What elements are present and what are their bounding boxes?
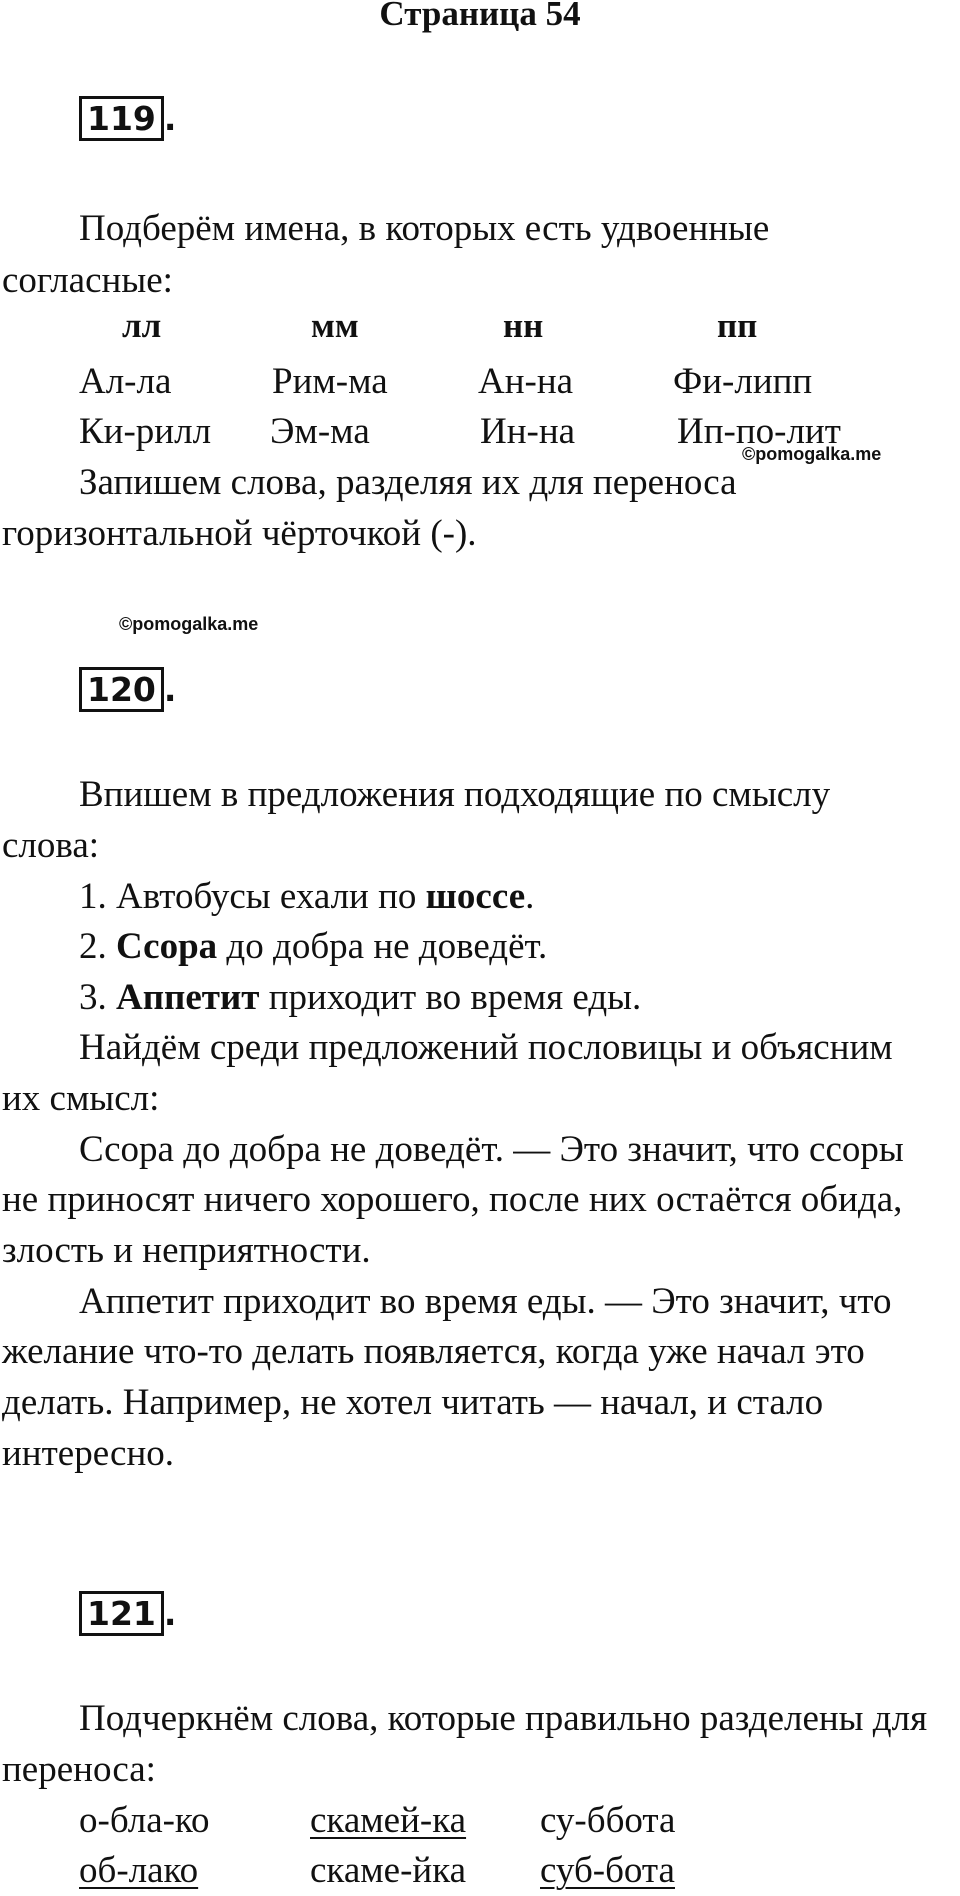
ex120-paragraph-line: интересно.	[2, 1433, 175, 1474]
exercise-number-119: 119 .	[79, 98, 176, 140]
ex119-name: Ан-на	[478, 361, 574, 402]
ex119-name: Фи-липп	[673, 361, 813, 402]
ex120-sentence-3: 3. Аппетит приходит во время еды.	[79, 977, 642, 1018]
ex120-paragraph-line: Ссора до добра не доведёт. — Это значит, что ссоры	[79, 1129, 904, 1170]
ex119-note-line2: горизонтальной чёрточкой (-).	[2, 513, 477, 554]
number-box: 121	[79, 1591, 164, 1636]
filled-word: Ссора	[116, 926, 218, 967]
ex119-header-mm: мм	[311, 306, 359, 345]
ex120-paragraph-line: Найдём среди предложений пословицы и объясним	[79, 1027, 893, 1068]
ex121-word-underlined: об-лако	[79, 1850, 199, 1891]
ex120-intro-line2: слова:	[2, 825, 100, 866]
ex119-intro-line1: Подберём имена, в которых есть удвоенные	[79, 208, 770, 249]
ex121-word: су-ббота	[540, 1800, 676, 1841]
ex120-paragraph-line: делать. Например, не хотел читать — начал, и стало	[2, 1382, 824, 1423]
ex120-paragraph-line: Аппетит приходит во время еды. — Это значит, что	[79, 1281, 892, 1322]
filled-word: шоссе	[425, 876, 526, 917]
ex121-word-underlined: суб-бота	[540, 1850, 675, 1891]
ex121-intro-line2: переноса:	[2, 1749, 156, 1790]
ex119-header-pp: пп	[717, 306, 758, 345]
ex120-paragraph-line: их смысл:	[2, 1078, 160, 1119]
ex119-note-line1: Запишем слова, разделяя их для переноса	[79, 462, 737, 503]
ex121-word: скаме-йка	[310, 1850, 467, 1891]
ex121-intro-line1: Подчеркнём слова, которые правильно разделены для	[79, 1698, 928, 1739]
number-box: 120	[79, 667, 164, 712]
ex120-paragraph-line: желание что-то делать появляется, когда уже начал это	[2, 1331, 865, 1372]
exercise-number-121: 121 .	[79, 1593, 176, 1635]
watermark: ©pomogalka.me	[742, 444, 882, 464]
ex121-word-underlined: скамей-ка	[310, 1800, 467, 1841]
ex119-header-ll: лл	[122, 306, 162, 345]
ex120-paragraph-line: не приносят ничего хорошего, после них остаётся обида,	[2, 1179, 903, 1220]
number-box: 119	[79, 96, 164, 141]
page-title: Страница 54	[379, 0, 581, 33]
ex119-intro-line2: согласные:	[2, 260, 173, 301]
ex119-name: Ал-ла	[79, 361, 172, 402]
ex120-intro-line1: Впишем в предложения подходящие по смыслу	[79, 774, 831, 815]
ex121-word: о-бла-ко	[79, 1800, 210, 1841]
ex120-sentence-2: 2. Ссора до добра не доведёт.	[79, 926, 548, 967]
exercise-number-120: 120 .	[79, 669, 176, 711]
ex119-header-nn: нн	[503, 306, 544, 345]
ex119-name: Ин-на	[480, 411, 576, 452]
ex120-paragraph-line: злость и неприятности.	[2, 1230, 371, 1271]
ex119-name: Ки-рилл	[79, 411, 212, 452]
ex120-sentence-1: 1. Автобусы ехали по шоссе.	[79, 876, 535, 917]
filled-word: Аппетит	[116, 977, 260, 1018]
ex119-name: Ип-по-лит	[677, 411, 841, 452]
watermark: ©pomogalka.me	[119, 614, 259, 634]
ex119-name: Эм-ма	[270, 411, 370, 452]
ex119-name: Рим-ма	[272, 361, 388, 402]
